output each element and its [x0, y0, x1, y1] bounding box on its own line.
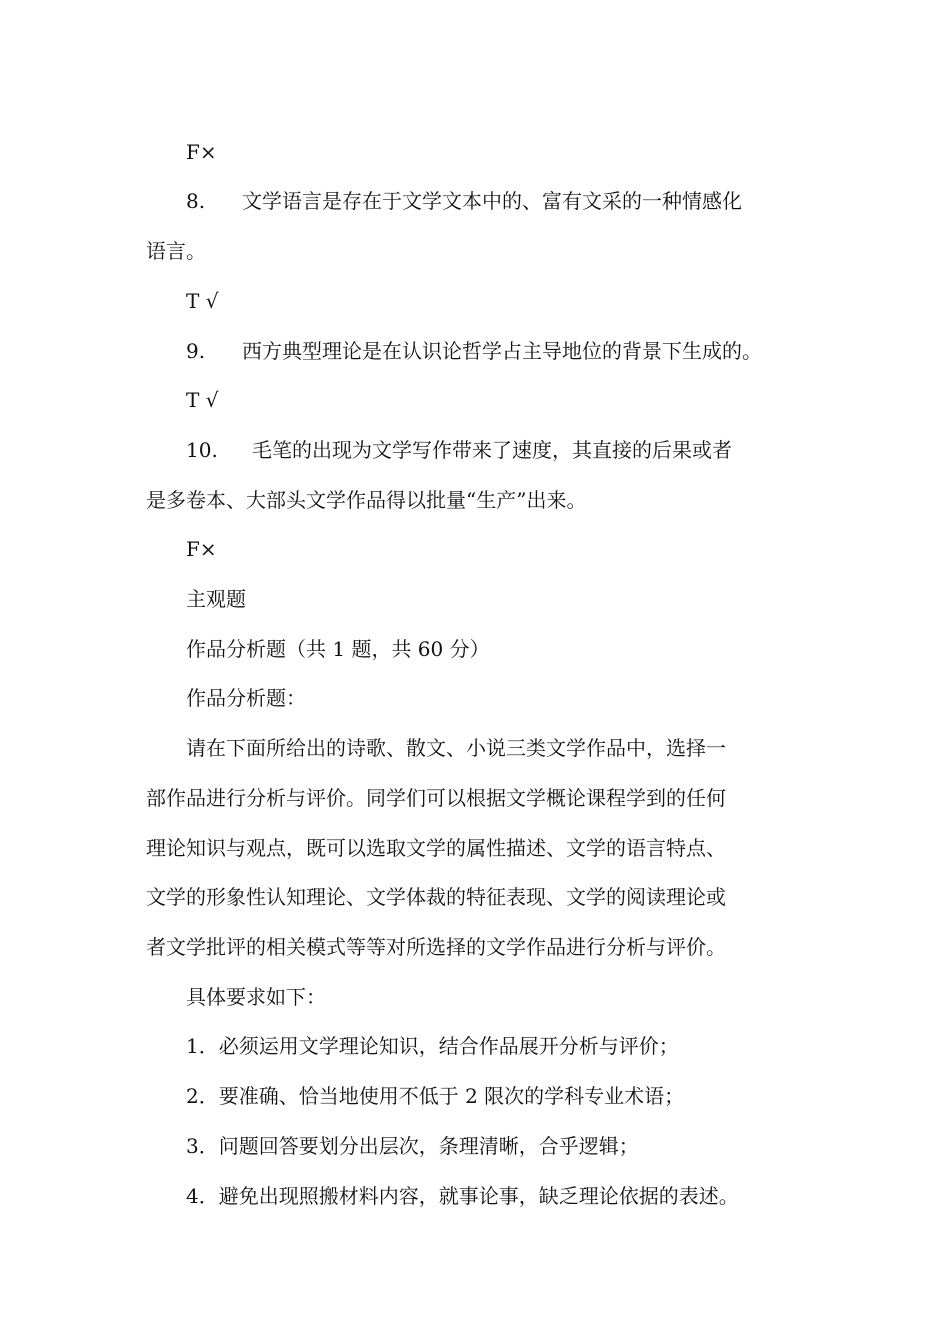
question-10 — [186, 435, 732, 465]
question-9 — [186, 336, 762, 366]
question-8 — [186, 186, 742, 216]
answer-8: T √ — [186, 289, 219, 313]
prompt-line: 者文学批评的相关模式等等对所选择的文学作品进行分析与评价。 — [146, 935, 726, 959]
question-text: 西方典型理论是在认识论哲学占主导地位的背景下生成的。 — [242, 339, 762, 363]
requirements-intro: 具体要求如下： — [186, 985, 326, 1009]
prompt-line: 理论知识与观点，既可以选取文学的属性描述、文学的语言特点、 — [146, 836, 726, 860]
prompt-line: 文学的形象性认知理论、文学体裁的特征表现、文学的阅读理论或 — [146, 885, 726, 909]
answer-9: T √ — [186, 388, 219, 412]
prompt-line: 请在下面所给出的诗歌、散文、小说三类文学作品中，选择一 — [186, 736, 726, 760]
subjective-heading: 主观题 — [186, 587, 246, 611]
question-label: 作品分析题： — [186, 686, 306, 710]
requirement-item: 1．必须运用文学理论知识，结合作品展开分析与评价； — [186, 1034, 679, 1058]
section-title: 作品分析题（共 1 题，共 60 分） — [186, 637, 490, 661]
requirement-item: 4．避免出现照搬材料内容，就事论事，缺乏理论依据的表述。 — [186, 1184, 739, 1208]
question-number: 10. — [186, 438, 218, 462]
question-number: 8. — [186, 189, 206, 213]
question-8-continued: 语言。 — [146, 239, 206, 263]
answer-10: F× — [186, 537, 217, 561]
question-text: 文学语言是存在于文学文本中的、富有文采的一种情感化 — [242, 189, 742, 213]
question-text: 毛笔的出现为文学写作带来了速度，其直接的后果或者 — [252, 438, 732, 462]
question-number: 9. — [186, 339, 206, 363]
requirement-item: 2．要准确、恰当地使用不低于 2 限次的学科专业术语； — [186, 1084, 685, 1108]
answer-7: F× — [186, 140, 217, 164]
requirement-item: 3．问题回答要划分出层次，条理清晰，合乎逻辑； — [186, 1134, 639, 1158]
question-10-continued: 是多卷本、大部头文学作品得以批量“生产”出来。 — [146, 488, 587, 512]
prompt-line: 部作品进行分析与评价。同学们可以根据文学概论课程学到的任何 — [146, 786, 726, 810]
